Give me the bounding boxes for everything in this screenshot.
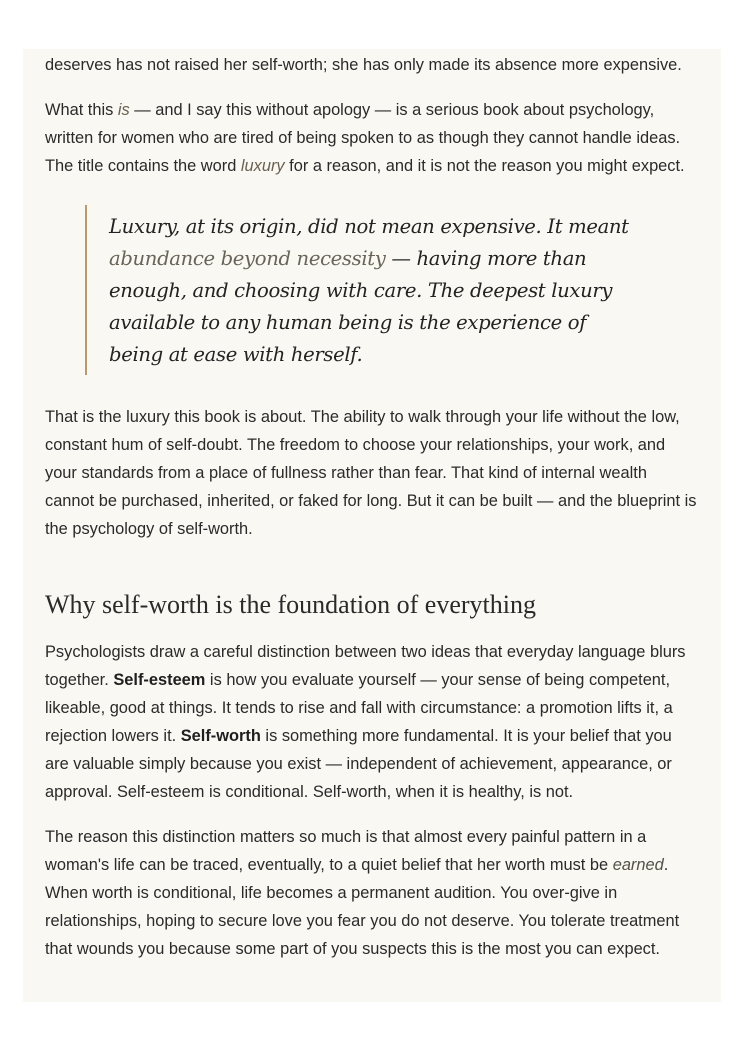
section-heading: Why self-worth is the foundation of everything — [45, 590, 536, 619]
pull-quote — [85, 205, 629, 375]
text-run: Psychologists draw a careful distinction between two ideas that everyday language blurs together. — [45, 643, 686, 689]
quote-text: Luxury, at its origin, did not mean expensive. It meant — [109, 215, 629, 238]
text-run: is something more fundamental. It is your belief that you are valuable simply because you exist — independent of achievement, appearance, or approval. Self-esteem is conditional. Self-worth, when it is healthy, is not. — [45, 727, 672, 801]
emphasis-luxury: luxury — [240, 157, 285, 175]
book-page — [23, 49, 721, 1002]
article-body — [45, 49, 699, 963]
paragraph-intro — [45, 96, 699, 180]
quote-text: — having more than enough, and choosing with care. The deepest luxury available to any human being is the experience of being at ease with herself. — [109, 247, 613, 366]
paragraph-distinction — [45, 638, 699, 806]
paragraph-luxury: That is the luxury this book is about. The ability to walk through your life without the low, constant hum of self-doubt. The freedom to choose your relationships, your work, and your standards from a place of fullness rather than fear. That kind of internal wealth cannot be purchased, inherited, or faked for long. But it can be built — and the blueprint is the psychology of self-worth. — [45, 408, 697, 538]
text-run: — and I say this without apology — is a serious book about psychology, written for women who are tired of being spoken to as though they cannot handle ideas. The title contains the word — [45, 101, 681, 175]
text-run: What this — [45, 101, 118, 119]
text-run: The reason this distinction matters so much is that almost every painful pattern in a woman's life can be traced, eventually, to a quiet belief that her worth must be — [45, 828, 647, 874]
text-run: . When worth is conditional, life becomes a permanent audition. You over-give in relationships, hoping to secure love you fear you do not deserve. You tolerate treatment that wounds you because some part of you suspects this is the most you can expect. — [45, 856, 680, 958]
term-self-esteem: Self-esteem — [113, 671, 206, 689]
paragraph-continued: deserves has not raised her self-worth; she has only made its absence more expensive. — [45, 56, 682, 74]
quote-highlight: abundance beyond necessity — [109, 247, 386, 270]
emphasis-is: is — [117, 101, 130, 119]
text-run: for a reason, and it is not the reason you might expect. — [284, 157, 685, 175]
paragraph-reason — [45, 823, 699, 963]
emphasis-earned: earned — [612, 856, 664, 874]
text-run: is how you evaluate yourself — your sense of being competent, likeable, good at things. It tends to rise and fall with circumstance: a promotion lifts it, a rejection lowers it. — [45, 671, 673, 745]
term-self-worth: Self-worth — [180, 727, 261, 745]
